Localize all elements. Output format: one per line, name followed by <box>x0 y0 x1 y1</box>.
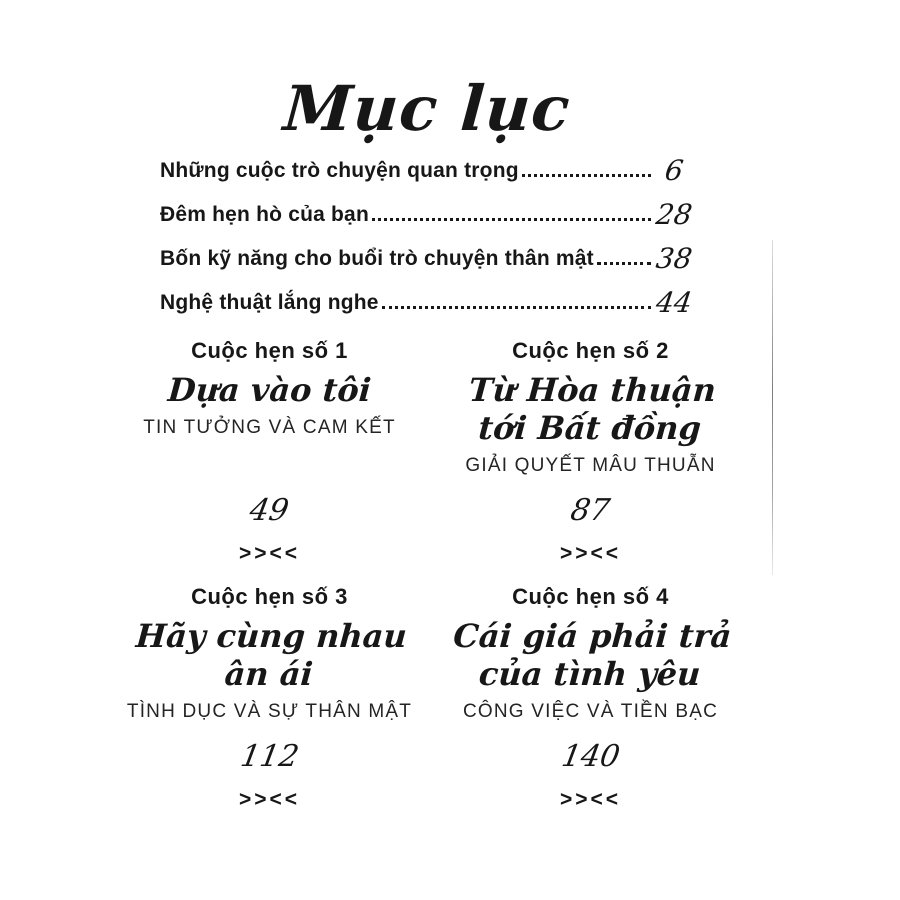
date-page-number: 112 <box>237 739 302 774</box>
toc-entry-label: Những cuộc trò chuyện quan trọng <box>160 159 519 182</box>
chevron-divider: >><< <box>559 542 622 565</box>
toc-entry-page-number: 38 <box>653 242 695 275</box>
chevron-divider: >><< <box>238 542 301 565</box>
toc-entry-page-number: 44 <box>653 286 695 319</box>
page-title: Mục lục <box>281 71 573 145</box>
toc-entry-page-number: 6 <box>662 154 686 187</box>
date-card-2 <box>439 338 742 570</box>
date-kicker: Cuộc hẹn số 2 <box>512 338 669 363</box>
date-page-number: 140 <box>558 739 623 774</box>
date-title: Hãy cùng nhau ân ái <box>134 617 408 693</box>
date-subtitle: TÌNH DỤC VÀ SỰ THÂN MẬT <box>126 700 413 722</box>
dotted-leader <box>372 218 651 221</box>
page-edge-line <box>772 240 773 575</box>
toc-list <box>160 142 695 319</box>
date-kicker: Cuộc hẹn số 3 <box>191 584 348 609</box>
toc-entry-label: Bốn kỹ năng cho buổi trò chuyện thân mật <box>160 247 594 270</box>
date-card-1 <box>118 338 421 570</box>
date-subtitle: CÔNG VIỆC VÀ TIỀN BẠC <box>462 700 718 722</box>
chevron-divider: >><< <box>559 788 622 811</box>
chevron-divider: >><< <box>238 788 301 811</box>
toc-entry <box>160 186 695 231</box>
dotted-leader <box>522 174 651 177</box>
date-subtitle: GIẢI QUYẾT MÂU THUẪN <box>465 454 716 476</box>
dates-grid <box>118 338 742 816</box>
toc-entry-label: Đêm hẹn hò của bạn <box>160 203 369 226</box>
date-title: Từ Hòa thuận tới Bất đồng <box>467 371 717 447</box>
toc-entry <box>160 230 695 275</box>
date-page-number: 49 <box>247 493 292 528</box>
date-card-4 <box>439 584 742 816</box>
date-subtitle: TIN TƯỞNG VÀ CAM KẾT <box>143 416 396 438</box>
dotted-leader <box>597 262 651 265</box>
date-kicker: Cuộc hẹn số 4 <box>512 584 669 609</box>
toc-entry <box>160 274 695 319</box>
date-title: Dựa vào tôi <box>166 371 373 409</box>
date-kicker: Cuộc hẹn số 1 <box>191 338 348 363</box>
toc-entry-label: Nghệ thuật lắng nghe <box>160 291 379 314</box>
date-title: Cái giá phải trả của tình yêu <box>451 617 733 693</box>
dotted-leader <box>382 306 651 309</box>
date-card-3 <box>118 584 421 816</box>
toc-entry-page-number: 28 <box>653 198 695 231</box>
toc-entry <box>160 142 692 186</box>
date-page-number: 87 <box>568 493 613 528</box>
